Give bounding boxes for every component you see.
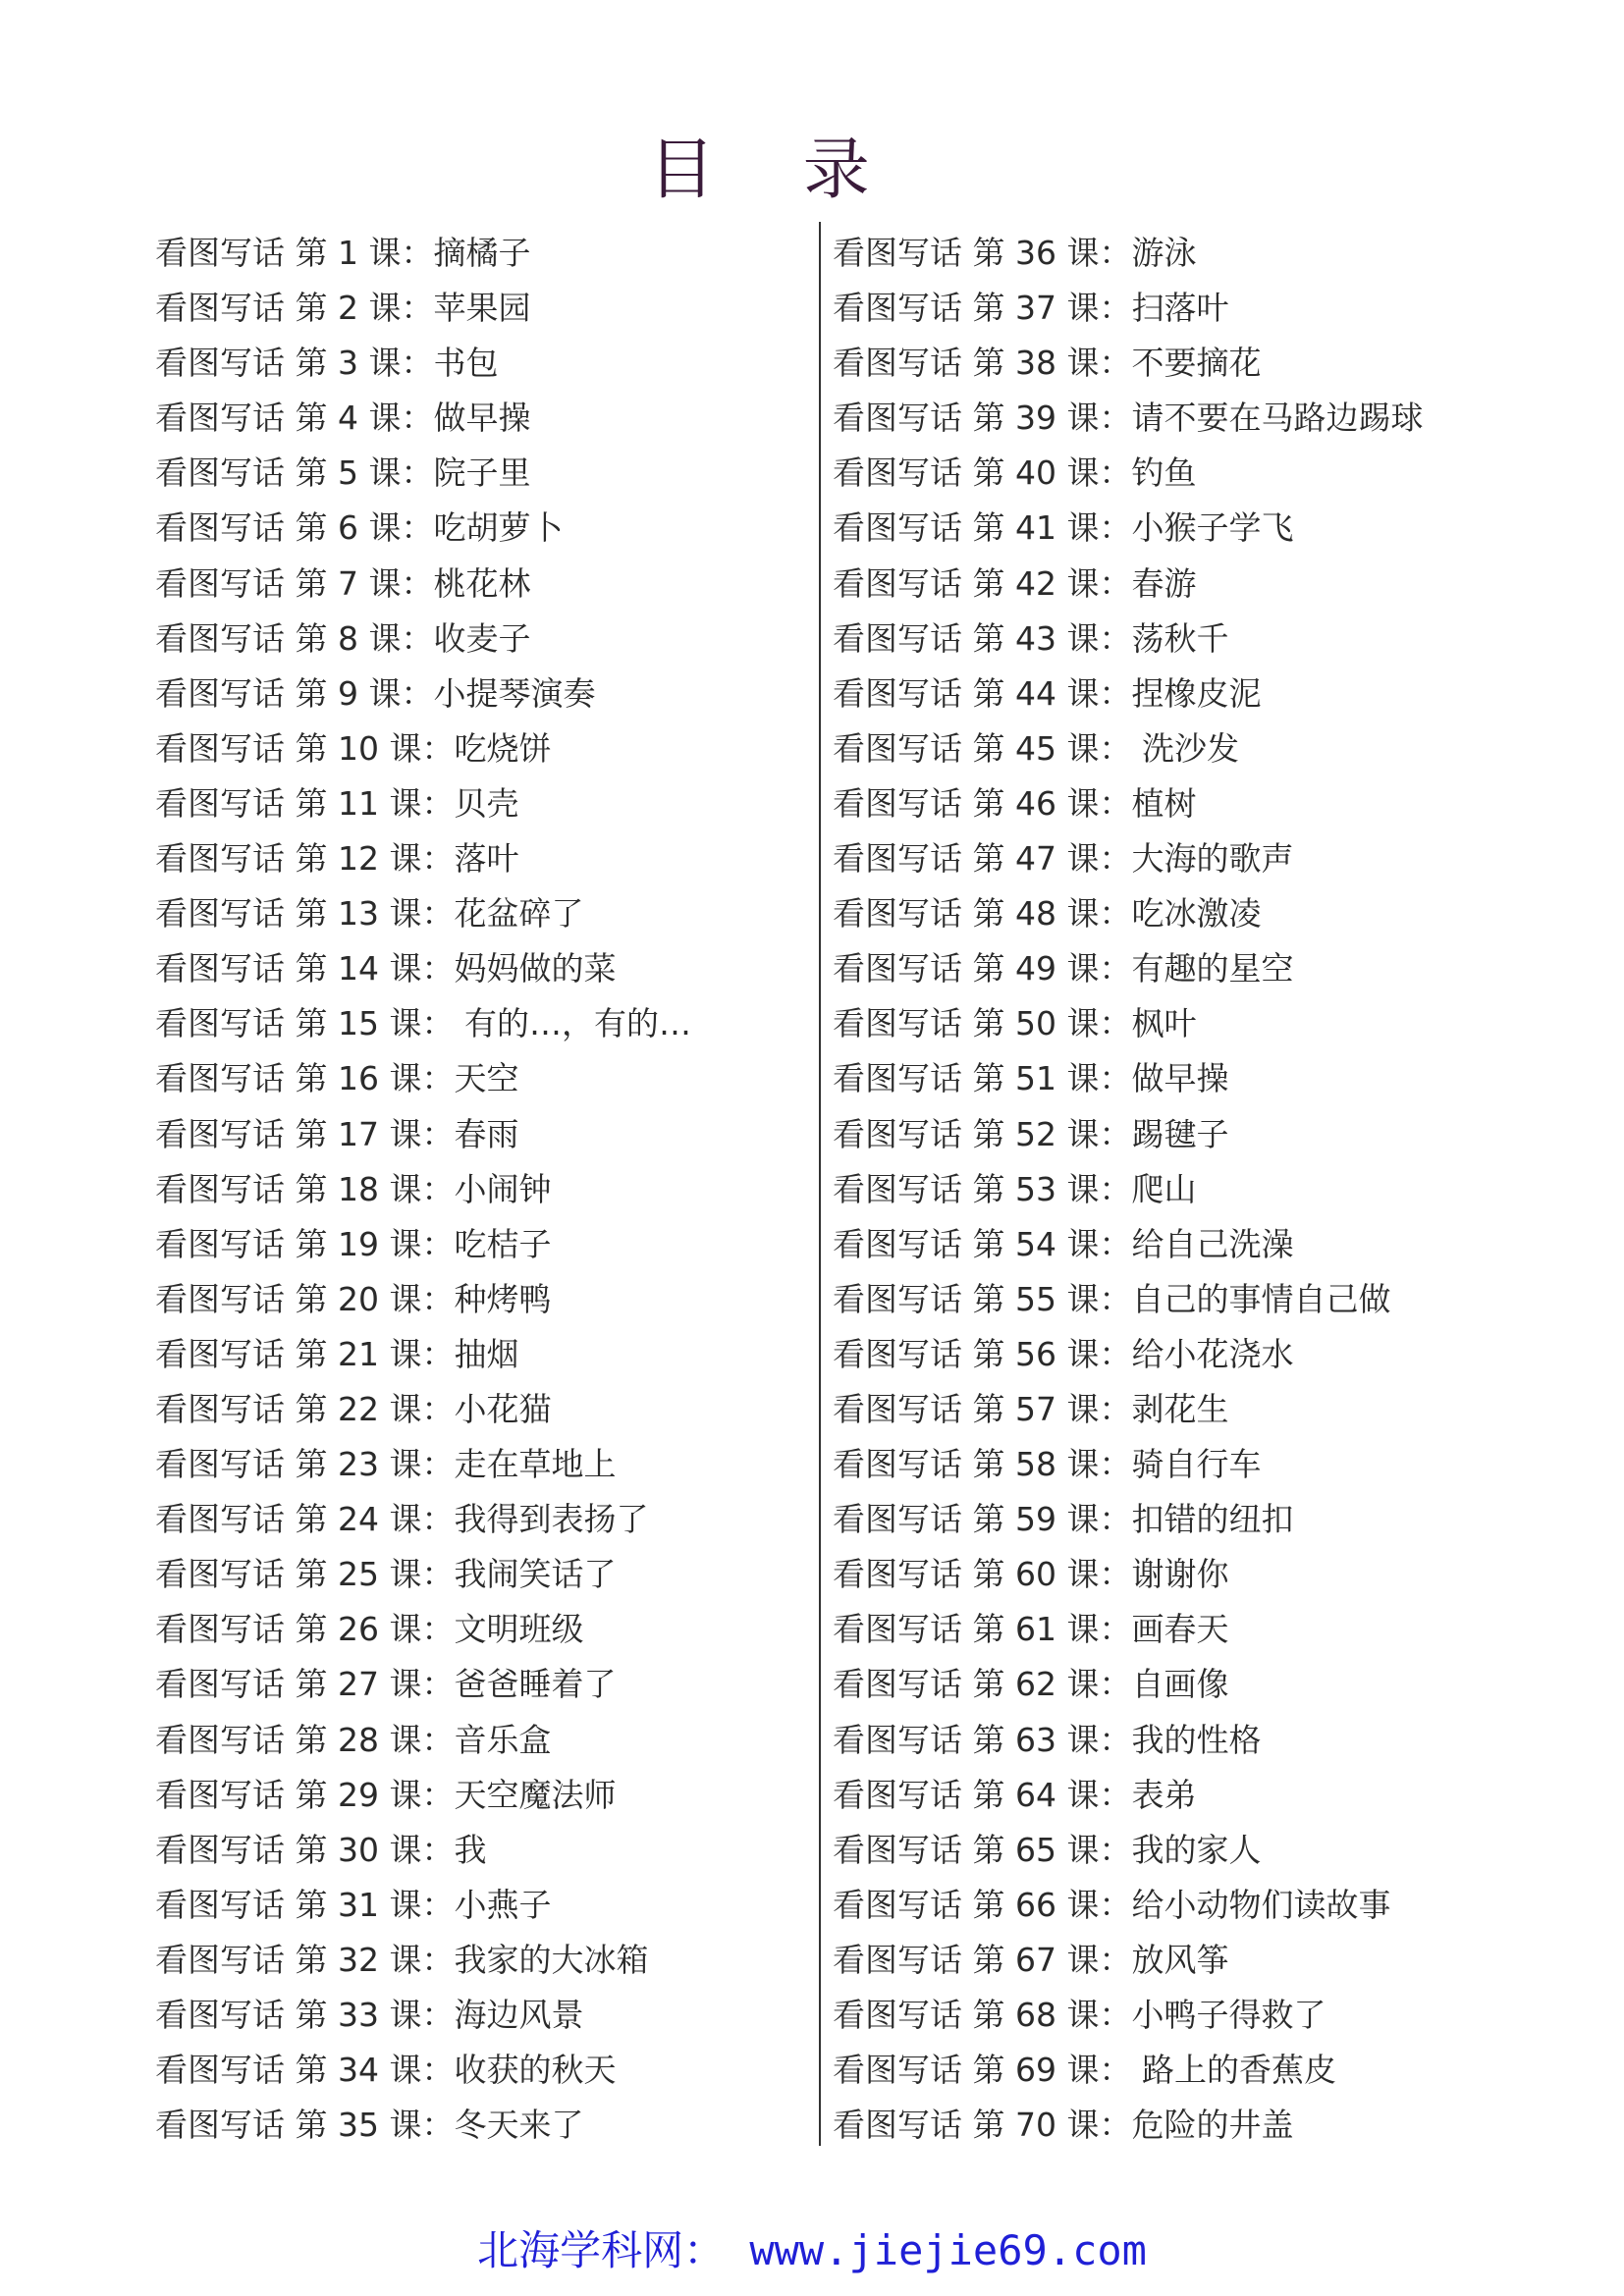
toc-item[interactable]: 看图写话 第 15 课： 有的…，有的… — [155, 1004, 691, 1043]
toc-item[interactable]: 看图写话 第 62 课：自画像 — [833, 1665, 1229, 1704]
toc-item[interactable]: 看图写话 第 30 课：我 — [155, 1830, 487, 1869]
column-divider — [819, 222, 821, 2146]
toc-item[interactable]: 看图写话 第 44 课：捏橡皮泥 — [833, 673, 1262, 713]
toc-item[interactable]: 看图写话 第 57 课：剥花生 — [833, 1389, 1229, 1428]
toc-item[interactable]: 看图写话 第 56 课：给小花浇水 — [833, 1334, 1294, 1373]
toc-item[interactable]: 看图写话 第 13 课：花盆碎了 — [155, 894, 584, 934]
toc-item[interactable]: 看图写话 第 60 课：谢谢你 — [833, 1555, 1229, 1594]
toc-item[interactable]: 看图写话 第 11 课：贝壳 — [155, 783, 519, 823]
toc-item[interactable]: 看图写话 第 39 课：请不要在马路边踢球 — [833, 399, 1424, 438]
toc-item[interactable]: 看图写话 第 52 课：踢毽子 — [833, 1114, 1229, 1153]
toc-item[interactable]: 看图写话 第 33 课：海边风景 — [155, 1996, 584, 2034]
toc-item[interactable]: 看图写话 第 55 课：自己的事情自己做 — [833, 1279, 1391, 1318]
toc-item[interactable]: 看图写话 第 20 课：种烤鸭 — [155, 1279, 552, 1318]
toc-item[interactable]: 看图写话 第 46 课：植树 — [833, 783, 1197, 823]
toc-item[interactable]: 看图写话 第 19 课：吃桔子 — [155, 1224, 552, 1263]
toc-item[interactable]: 看图写话 第 14 课：妈妈做的菜 — [155, 949, 617, 988]
toc-item[interactable]: 看图写话 第 61 课：画春天 — [833, 1610, 1229, 1649]
toc-item[interactable]: 看图写话 第 69 课： 路上的香蕉皮 — [833, 2051, 1336, 2090]
toc-item[interactable]: 看图写话 第 22 课：小花猫 — [155, 1389, 552, 1428]
toc-item[interactable]: 看图写话 第 34 课：收获的秋天 — [155, 2051, 617, 2090]
toc-item[interactable]: 看图写话 第 31 课：小燕子 — [155, 1885, 552, 1924]
toc-item[interactable]: 看图写话 第 23 课：走在草地上 — [155, 1445, 617, 1484]
toc-item[interactable]: 看图写话 第 17 课：春雨 — [155, 1114, 519, 1153]
toc-item[interactable]: 看图写话 第 8 课：收麦子 — [155, 618, 531, 658]
toc-item[interactable]: 看图写话 第 10 课：吃烧饼 — [155, 728, 552, 768]
toc-item[interactable]: 看图写话 第 43 课：荡秋千 — [833, 618, 1229, 658]
page-title: 目 录 — [648, 132, 903, 209]
toc-item[interactable]: 看图写话 第 5 课：院子里 — [155, 454, 531, 493]
footer-website[interactable]: 北海学科网： www.jiejie69.com — [477, 2226, 1147, 2274]
toc-item[interactable]: 看图写话 第 41 课：小猴子学飞 — [833, 508, 1294, 548]
toc-item[interactable]: 看图写话 第 51 课：做早操 — [833, 1059, 1229, 1098]
toc-item[interactable]: 看图写话 第 3 课：书包 — [155, 344, 499, 383]
toc-item[interactable]: 看图写话 第 47 课：大海的歌声 — [833, 839, 1294, 879]
toc-item[interactable]: 看图写话 第 32 课：我家的大冰箱 — [155, 1940, 649, 1979]
toc-item[interactable]: 看图写话 第 42 课：春游 — [833, 563, 1197, 603]
toc-item[interactable]: 看图写话 第 28 课：音乐盒 — [155, 1720, 552, 1759]
toc-item[interactable]: 看图写话 第 1 课：摘橘子 — [155, 234, 531, 272]
toc-right-column — [833, 226, 1423, 2153]
toc-item[interactable]: 看图写话 第 40 课：钓鱼 — [833, 454, 1197, 493]
toc-item[interactable]: 看图写话 第 66 课：给小动物们读故事 — [833, 1885, 1391, 1924]
toc-item[interactable]: 看图写话 第 54 课：给自己洗澡 — [833, 1224, 1294, 1263]
toc-item[interactable]: 看图写话 第 24 课：我得到表扬了 — [155, 1500, 649, 1539]
toc-item[interactable]: 看图写话 第 6 课：吃胡萝卜 — [155, 508, 564, 548]
toc-item[interactable]: 看图写话 第 27 课：爸爸睡着了 — [155, 1665, 617, 1704]
toc-item[interactable]: 看图写话 第 53 课：爬山 — [833, 1169, 1197, 1208]
toc-item[interactable]: 看图写话 第 35 课：冬天来了 — [155, 2106, 584, 2145]
toc-item[interactable]: 看图写话 第 16 课：天空 — [155, 1059, 519, 1098]
toc-item[interactable]: 看图写话 第 63 课：我的性格 — [833, 1720, 1262, 1759]
toc-item[interactable]: 看图写话 第 21 课：抽烟 — [155, 1334, 519, 1373]
toc-item[interactable]: 看图写话 第 36 课：游泳 — [833, 234, 1197, 272]
toc-item[interactable]: 看图写话 第 64 课：表弟 — [833, 1775, 1197, 1814]
toc-left-column — [155, 226, 691, 2153]
toc-item[interactable]: 看图写话 第 38 课：不要摘花 — [833, 344, 1262, 383]
toc-item[interactable]: 看图写话 第 26 课：文明班级 — [155, 1610, 584, 1649]
toc-item[interactable]: 看图写话 第 25 课：我闹笑话了 — [155, 1555, 617, 1594]
toc-item[interactable]: 看图写话 第 65 课：我的家人 — [833, 1830, 1262, 1869]
toc-item[interactable]: 看图写话 第 50 课：枫叶 — [833, 1004, 1197, 1043]
toc-item[interactable]: 看图写话 第 12 课：落叶 — [155, 839, 519, 879]
toc-item[interactable]: 看图写话 第 59 课：扣错的纽扣 — [833, 1500, 1294, 1539]
toc-item[interactable]: 看图写话 第 4 课：做早操 — [155, 399, 531, 438]
toc-item[interactable]: 看图写话 第 29 课：天空魔法师 — [155, 1775, 617, 1814]
toc-item[interactable]: 看图写话 第 7 课：桃花林 — [155, 563, 531, 603]
toc-item[interactable]: 看图写话 第 37 课：扫落叶 — [833, 289, 1229, 328]
toc-item[interactable]: 看图写话 第 48 课：吃冰激凌 — [833, 894, 1262, 934]
toc-item[interactable]: 看图写话 第 45 课： 洗沙发 — [833, 728, 1239, 768]
toc-item[interactable]: 看图写话 第 2 课：苹果园 — [155, 289, 531, 328]
toc-item[interactable]: 看图写话 第 58 课：骑自行车 — [833, 1445, 1262, 1484]
toc-item[interactable]: 看图写话 第 49 课：有趣的星空 — [833, 949, 1294, 988]
toc-item[interactable]: 看图写话 第 70 课：危险的井盖 — [833, 2106, 1294, 2145]
toc-item[interactable]: 看图写话 第 9 课：小提琴演奏 — [155, 673, 596, 713]
toc-item[interactable]: 看图写话 第 18 课：小闹钟 — [155, 1169, 552, 1208]
toc-item[interactable]: 看图写话 第 68 课：小鸭子得救了 — [833, 1996, 1326, 2034]
toc-item[interactable]: 看图写话 第 67 课：放风筝 — [833, 1940, 1229, 1979]
